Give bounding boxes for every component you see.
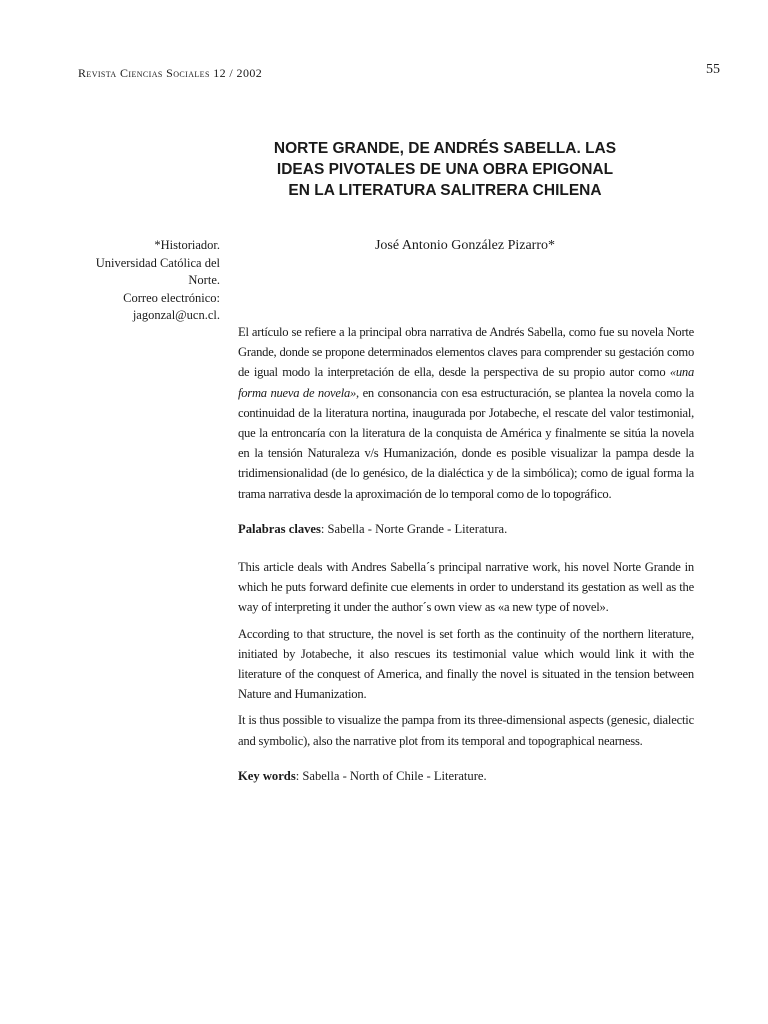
affiliation-line: Universidad Católica del [95,255,220,270]
article-body [238,322,694,786]
abstract-spanish-text: , en consonancia con esa estructuración, se plantea la novela como la continuidad de la literatura nortina, inaugurada por Jotabeche, el rescate del valor testimonial, que la entroncaría con la literatura de la conquista de América y finalmente se sitúa la novela en la tensión Naturaleza v/s Humanización, donde es posible visualizar la pampa desde la tridimensionalidad (de lo genésico, de la dialéctica y de la simbólica); como de igual forma la trama narrativa desde la aproximación de lo temporal como de lo topográfico. [238,385,695,501]
author-name: José Antonio González Pizarro* [374,238,555,253]
affiliation-line: Norte. [188,273,220,287]
abstract-spanish [238,322,694,504]
title-line: IDEAS PIVOTALES DE UNA OBRA EPIGONAL [276,161,614,178]
author-email: jagonzal@ucn.cl. [132,308,220,322]
author-affiliation-note [66,237,220,325]
page-number: 55 [706,62,720,77]
abstract-english-paragraph: This article deals with Andres Sabella´s principal narrative work, his novel Norte Grande in which he puts forward definite cue elements in order to understand its gestation as well as the way of interpreting it under the author´s own view as «a new type of novel». [238,560,694,615]
affiliation-line: Correo electrónico: [123,290,220,305]
keywords-spanish-label: Palabras claves [238,521,321,536]
keywords-spanish-text: : Sabella - Norte Grande - Literatura. [320,521,508,536]
keywords-english-text: : Sabella - North of Chile - Literature. [295,768,487,783]
keywords-english [238,766,694,786]
abstract-english-paragraph: It is thus possible to visualize the pampa from its three-dimensional aspects (genesic, dialectic and symbolic), also the narrative plot from its temporal and topographical nearness. [238,713,694,748]
abstract-english-paragraph: According to that structure, the novel is set forth as the continuity of the northern literature, initiated by Jotabeche, it also rescues its testimonial value which would link it with the literature of the conquest of America, and finally the novel is situated in the tension between Nature and Humanization. [238,626,694,702]
affiliation-line: *Historiador. [154,238,220,252]
title-line: NORTE GRANDE, DE ANDRÉS SABELLA. LAS [273,140,617,157]
keywords-spanish [238,519,694,539]
abstract-spanish-text: El artículo se refiere a la principal obra narrativa de Andrés Sabella, como fue su novela Norte Grande, donde se propone determinados elementos claves para comprender su gestación como de igual modo la interpretación de ella, desde la perspectiva de su propio autor como [238,325,694,380]
abstract-spanish-quote: «una forma nueva de novela» [238,365,694,400]
keywords-english-label: Key words [238,768,296,783]
article-title [240,138,650,201]
running-head: Revista Ciencias Sociales 12 / 2002 [78,66,263,80]
title-line: EN LA LITERATURA SALITRERA CHILENA [288,182,602,199]
